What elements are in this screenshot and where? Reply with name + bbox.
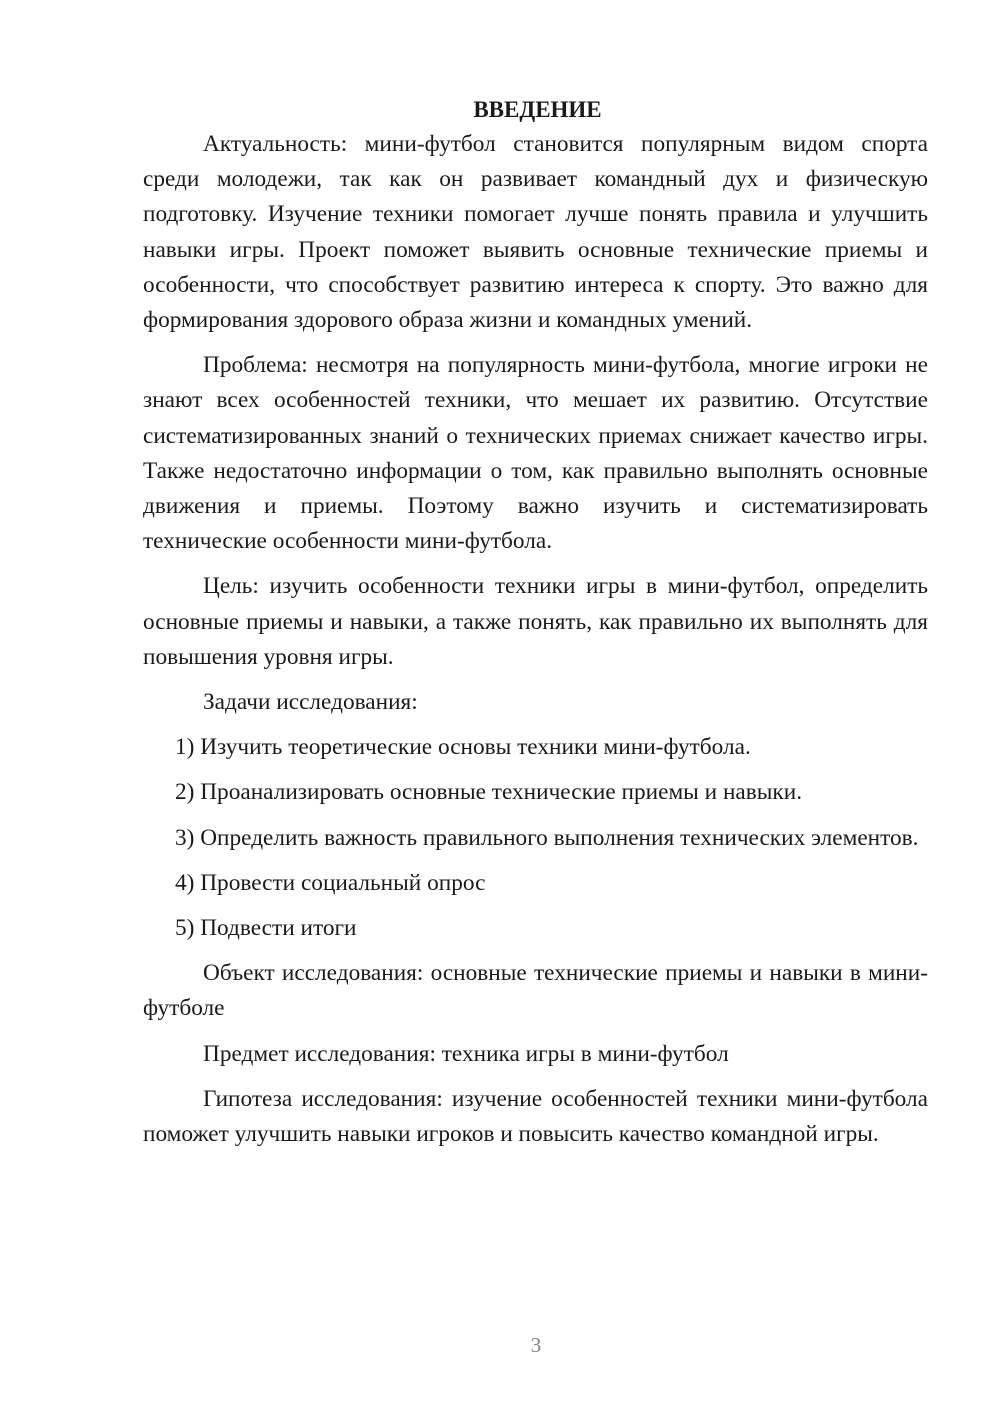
- task-item-5: 5) Подвести итоги: [175, 915, 357, 942]
- task-item-3: 3) Определить важность правильного выполнения технических элементов.: [175, 824, 919, 851]
- task-item-2: 2) Проанализировать основные технические приемы и навыки.: [175, 779, 803, 806]
- subject-paragraph: Предмет исследования: техника игры в мини-футбол: [203, 1040, 729, 1067]
- object-paragraph: Объект исследования: основные технические приемы и навыки в мини-футболе: [143, 960, 928, 1022]
- page-title: ВВЕДЕНИЕ: [473, 97, 602, 122]
- page-content: [143, 92, 928, 1152]
- goal-paragraph: Цель: изучить особенности техники игры в мини-футбол, определить основные приемы и навыки, а также понять, как правильно их выполнять для повышения уровня игры.: [143, 573, 928, 670]
- task-item-4: 4) Провести социальный опрос: [175, 869, 486, 896]
- hypothesis-paragraph: Гипотеза исследования: изучение особенностей техники мини-футбола поможет улучшить навыки игроков и повысить качество командной игры.: [143, 1085, 928, 1148]
- page-number: 3: [530, 1333, 542, 1357]
- tasks-heading: Задачи исследования:: [203, 689, 418, 716]
- problem-paragraph: Проблема: несмотря на популярность мини-футбола, многие игроки не знают всех особенностей техники, что мешает их развитию. Отсутствие систематизированных знаний о технических приемах снижает качество игры. Также недостаточно информации о том, как правильно выполнять основные движения и приемы. Поэтому важно изучить и систематизировать технические особенности мини-футбола.: [143, 352, 928, 555]
- task-item-1: 1) Изучить теоретические основы техники мини-футбола.: [175, 734, 751, 761]
- relevance-paragraph: Актуальность: мини-футбол становится популярным видом спорта среди молодежи, так как он развивает командный дух и физическую подготовку. Изучение техники помогает лучше понять правила и улучшить навыки игры. Проект поможет выявить основные технические приемы и особенности, что способствует развитию интереса к спорту. Это важно для формирования здорового образа жизни и командных умений.: [143, 131, 928, 334]
